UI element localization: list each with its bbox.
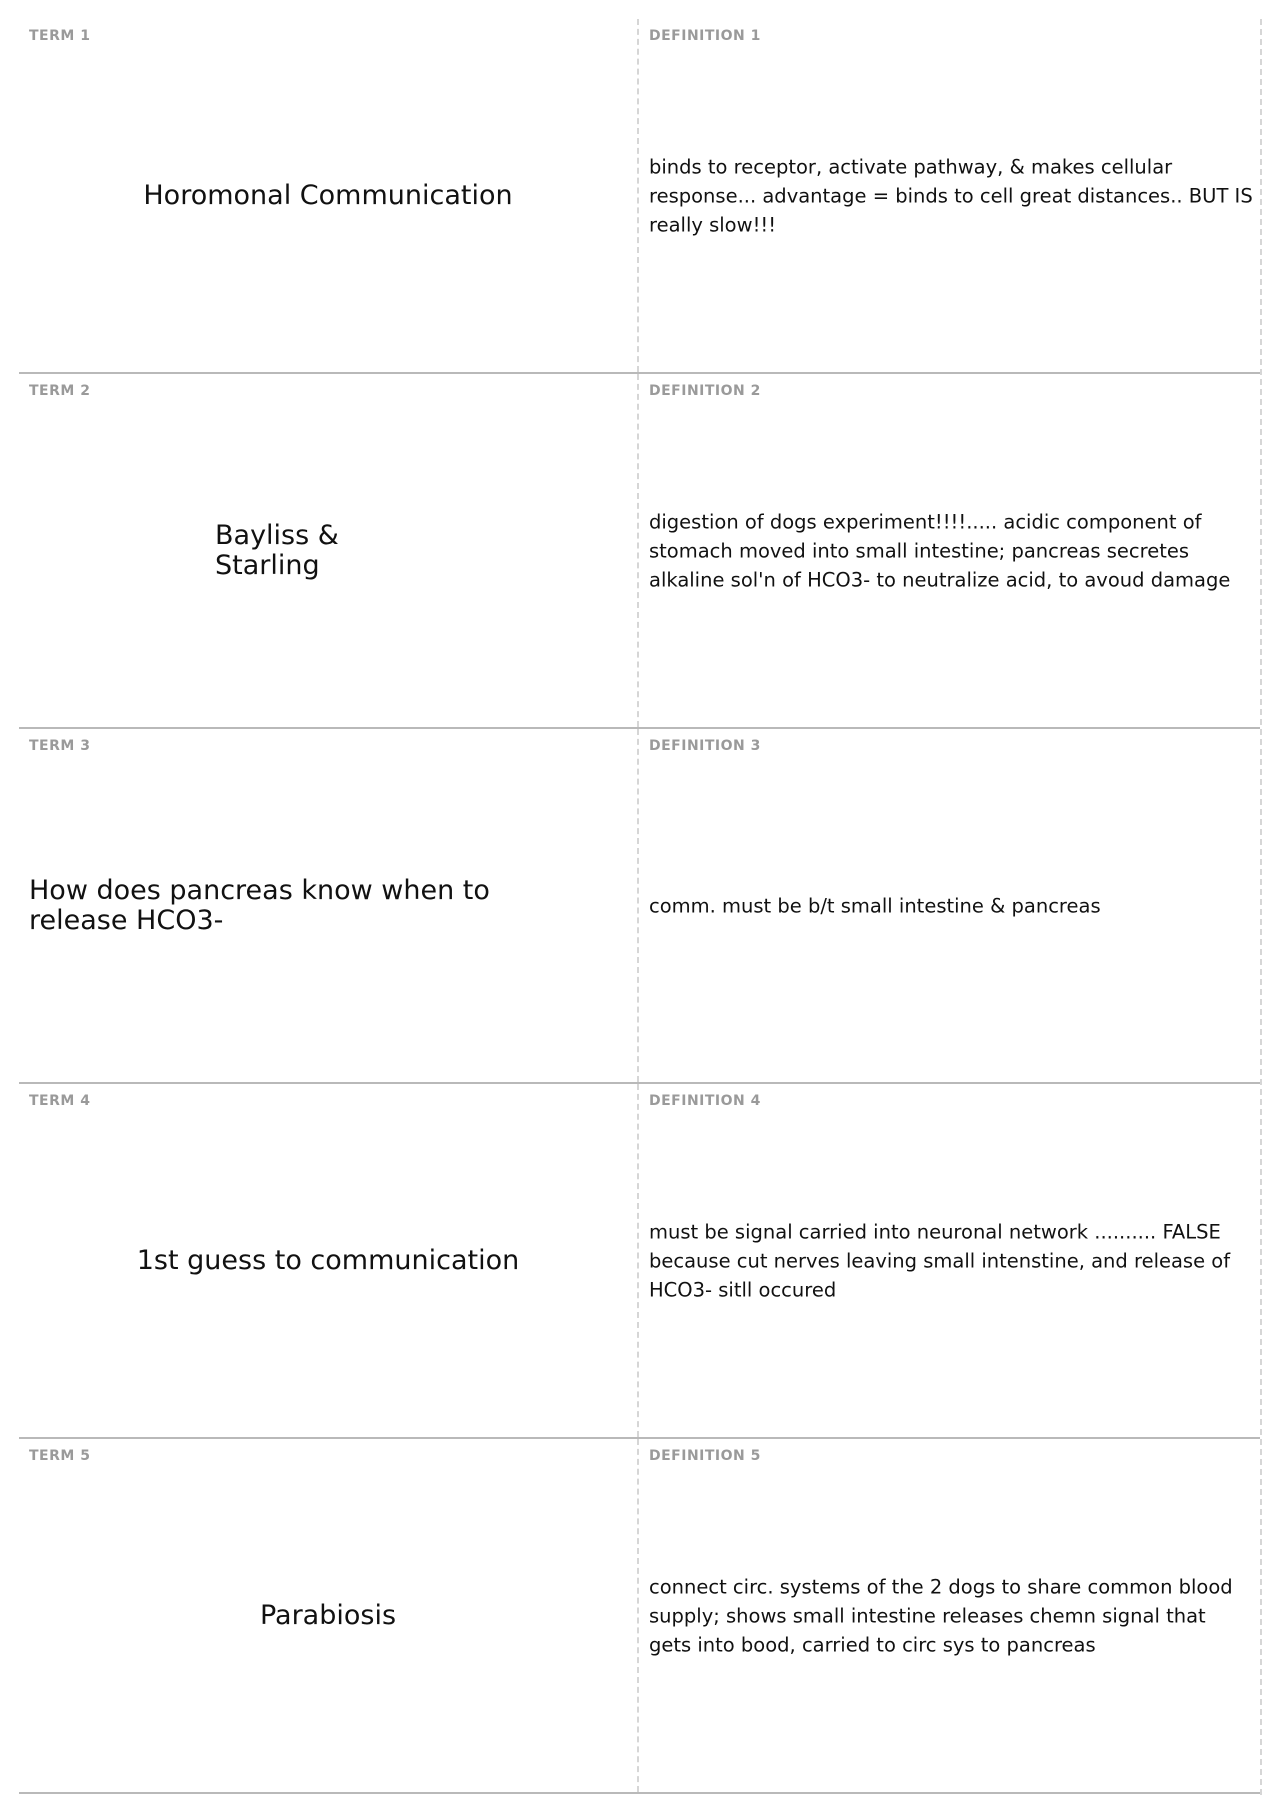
flashcard-row — [19, 19, 1260, 374]
term-label: TERM 2 — [29, 383, 91, 399]
term-label: TERM 3 — [29, 738, 91, 754]
definition-label: DEFINITION 5 — [649, 1448, 761, 1464]
flashcard-row — [19, 1084, 1260, 1439]
definition-text: must be signal carried into neuronal network .......... FALSE because cut nerves leaving small intenstine, and release of HCO3- sitll occured — [649, 1220, 1231, 1301]
flashcard-row — [19, 729, 1260, 1084]
definition-cell — [639, 19, 1260, 372]
term-cell — [19, 374, 639, 727]
term-cell — [19, 1084, 639, 1437]
term-cell — [19, 1439, 639, 1792]
term-text: Parabiosis — [259, 1599, 397, 1631]
term-label: TERM 5 — [29, 1448, 91, 1464]
definition-text: binds to receptor, activate pathway, & makes cellular response... advantage = binds to cell great distances.. BUT IS really slow!!! — [649, 155, 1253, 236]
term-label: TERM 1 — [29, 28, 91, 44]
term-cell — [19, 729, 639, 1082]
definition-label: DEFINITION 1 — [649, 28, 761, 44]
definition-cell — [639, 1439, 1260, 1792]
term-cell — [19, 19, 639, 372]
term-text: 1st guess to communication — [136, 1244, 520, 1276]
flashcard-sheet — [19, 19, 1262, 1795]
definition-label: DEFINITION 2 — [649, 383, 761, 399]
flashcard-row — [19, 1439, 1260, 1794]
definition-cell — [639, 374, 1260, 727]
term-text: How does pancreas know when to release HCO3- — [29, 874, 490, 936]
definition-label: DEFINITION 4 — [649, 1093, 761, 1109]
flashcard-row — [19, 374, 1260, 729]
definition-cell — [639, 1084, 1260, 1437]
definition-text: digestion of dogs experiment!!!!..... acidic component of stomach moved into small intestine; pancreas secretes alkaline sol'n of HCO3- to neutralize acid, to avoud damage — [649, 510, 1231, 591]
term-text: Horomonal Communication — [143, 179, 513, 211]
definition-label: DEFINITION 3 — [649, 738, 761, 754]
term-text: Bayliss & Starling — [215, 519, 339, 581]
definition-cell — [639, 729, 1260, 1082]
definition-text: connect circ. systems of the 2 dogs to share common blood supply; shows small intestine releases chemn signal that gets into bood, carried to circ sys to pancreas — [649, 1575, 1233, 1656]
definition-text: comm. must be b/t small intestine & pancreas — [649, 894, 1101, 917]
term-label: TERM 4 — [29, 1093, 91, 1109]
